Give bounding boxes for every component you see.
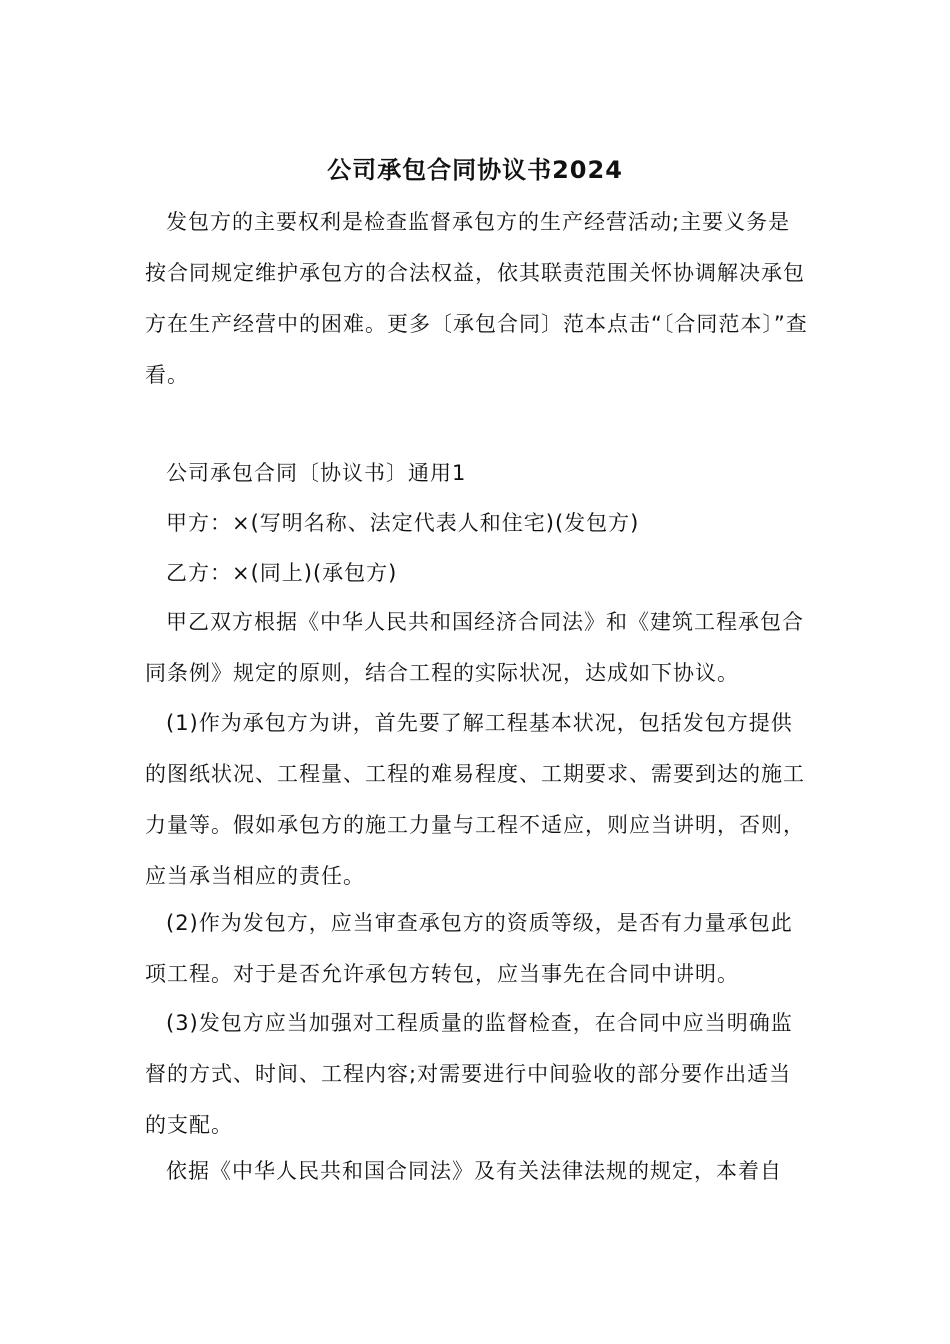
section-heading: 公司承包合同〔协议书〕通用1	[166, 461, 467, 485]
clause-3-paragraph: (3)发包方应当加强对工程质量的监督检查，在合同中应当明确监督的方式、时间、工程内容;对需要进行中间验收的部分要作出适当的支配。	[145, 1011, 793, 1137]
preamble-paragraph: 甲乙双方根据《中华人民共和国经济合同法》和《建筑工程承包合同条例》规定的原则，结合工程的实际状况，达成如下协议。	[145, 610, 804, 685]
intro-paragraph: 发包方的主要权利是检查监督承包方的生产经营活动;主要义务是按合同规定维护承包方的合法权益，依其联责范围关怀协调解决承包方在生产经营中的困难。更多〔承包合同〕范本点击“〔合同范本〕”查看。	[145, 210, 808, 387]
party-b-line: 乙方：×(同上)(承包方)	[166, 561, 398, 585]
clause-2-paragraph: (2)作为发包方，应当审查承包方的资质等级，是否有力量承包此项工程。对于是否允许承包方转包，应当事先在合同中讲明。	[145, 911, 793, 986]
party-a-line: 甲方：×(写明名称、法定代表人和住宅)(发包方)	[166, 511, 640, 535]
clause-1-paragraph: (1)作为承包方为讲，首先要了解工程基本状况，包括发包方提供的图纸状况、工程量、工程的难易程度、工期要求、需要到达的施工力量等。假如承包方的施工力量与工程不适应，则应当讲明，否则，应当承当相应的责任。	[145, 711, 805, 888]
document-title: 公司承包合同协议书2024	[327, 156, 623, 184]
closing-paragraph: 依据《中华人民共和国合同法》及有关法律法规的规定，本着自	[166, 1159, 782, 1183]
